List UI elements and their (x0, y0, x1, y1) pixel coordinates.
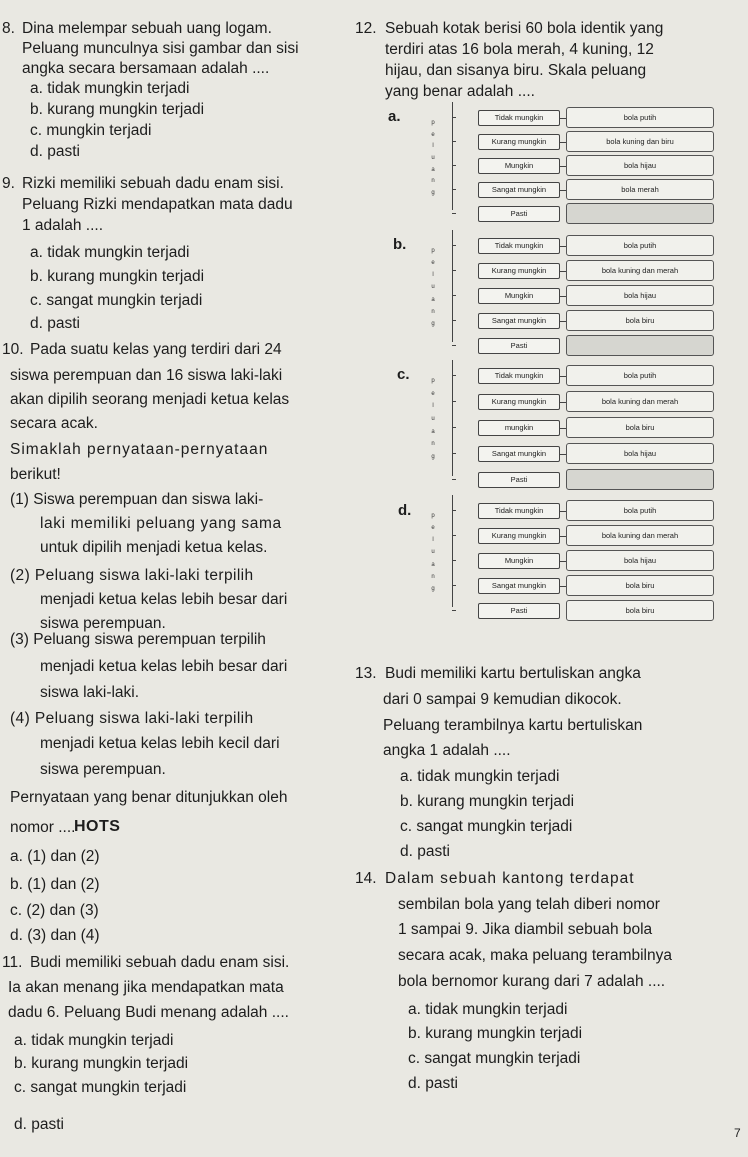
q14-option-c: c. sangat mungkin terjadi (408, 1050, 581, 1067)
q13-number: 13. (355, 665, 377, 682)
scale-tick (452, 245, 456, 246)
ball-category-box: bola hijau (566, 285, 714, 306)
scale-tick (452, 610, 456, 611)
q11-number: 11. (2, 954, 23, 971)
scale-tick (452, 270, 456, 271)
q12-number: 12. (355, 20, 377, 37)
scale-tick (452, 401, 456, 402)
scale-axis-line (452, 360, 453, 476)
scale-axis-letter: u (431, 154, 435, 161)
scale-tick (452, 295, 456, 296)
q9-line: Rizki memiliki sebuah dadu enam sisi. (22, 175, 284, 192)
scale-tick (452, 535, 456, 536)
scale-axis-letter: n (431, 441, 435, 448)
scale-tick (452, 117, 456, 118)
q9-option-b: b. kurang mungkin terjadi (30, 268, 205, 285)
scale-axis-letter: p (431, 248, 435, 254)
q14-line: Dalam sebuah kantong terdapat (385, 870, 635, 887)
q8-option-a: a. tidak mungkin terjadi (30, 80, 190, 97)
scale-label: Pasti (478, 206, 560, 222)
ball-category-box: bola hijau (566, 443, 714, 464)
q11-line: dadu 6. Peluang Budi menang adalah .... (8, 1004, 289, 1021)
ball-category-box: bola kuning dan merah (566, 525, 714, 546)
q12-line: hijau, dan sisanya biru. Skala peluang (385, 62, 647, 79)
q13-line: dari 0 sampai 9 kemudian dikocok. (383, 691, 622, 708)
q8-option-c: c. mungkin terjadi (30, 122, 152, 139)
scale-axis-letter: p (431, 378, 435, 384)
q10-statement-3: siswa laki-laki. (40, 684, 140, 701)
scale-label: Tidak mungkin (478, 368, 560, 384)
scale-label: Sangat mungkin (478, 182, 560, 198)
scale-label: Sangat mungkin (478, 446, 560, 462)
scale-axis-letter: n (431, 178, 435, 185)
ball-category-box: bola kuning dan biru (566, 131, 714, 152)
scale-label: Kurang mungkin (478, 134, 560, 150)
q11-option-c: c. sangat mungkin terjadi (14, 1079, 187, 1096)
scale-axis-letter: p (431, 120, 435, 126)
q10-statement-1: untuk dipilih menjadi ketua kelas. (40, 539, 268, 556)
scale-label: Mungkin (478, 553, 560, 569)
q10-line: Simaklah pernyataan-pernyataan (10, 441, 269, 458)
scale-axis-letter: n (431, 573, 435, 580)
scale-axis-letter: e (431, 131, 435, 138)
q8-number: 8. (2, 20, 15, 37)
scale-axis-letter: g (431, 320, 435, 327)
q12-line: yang benar adalah .... (385, 83, 535, 100)
scale-axis-letter: a (431, 296, 435, 303)
scale-axis-line (452, 230, 453, 342)
q10-closing: nomor .... (10, 819, 76, 836)
ball-category-box: bola biru (566, 417, 714, 438)
q10-line: secara acak. (10, 415, 98, 432)
q12-line: Sebuah kotak berisi 60 bola identik yang (385, 20, 664, 37)
q10-number: 10. (2, 341, 24, 358)
q10-statement-3: menjadi ketua kelas lebih besar dari (40, 658, 288, 675)
q10-option-c: c. (2) dan (3) (10, 902, 99, 919)
q13-option-c: c. sangat mungkin terjadi (400, 818, 573, 835)
ball-category-box: bola putih (566, 107, 714, 128)
q10-statement-1: (1) Siswa perempuan dan siswa laki- (10, 491, 264, 508)
scale-axis-letter: l (432, 403, 434, 410)
q14-option-d: d. pasti (408, 1075, 458, 1092)
ball-category-box (566, 335, 714, 356)
ball-category-box: bola hijau (566, 155, 714, 176)
q11-option-b: b. kurang mungkin terjadi (14, 1055, 189, 1072)
ball-category-box: bola hijau (566, 550, 714, 571)
q10-statement-4: (4) Peluang siswa laki-laki terpilih (10, 710, 254, 727)
q12-option-letter: a. (388, 108, 401, 125)
q13-option-a: a. tidak mungkin terjadi (400, 768, 560, 785)
q11-line: Ia akan menang jika mendapatkan mata (8, 979, 284, 996)
scale-label: Mungkin (478, 288, 560, 304)
scale-label: Pasti (478, 338, 560, 354)
scale-tick (452, 320, 456, 321)
q10-closing: Pernyataan yang benar ditunjukkan oleh (10, 789, 288, 806)
q12-option-letter: c. (397, 366, 410, 383)
scale-label: Tidak mungkin (478, 238, 560, 254)
scale-tick (452, 510, 456, 511)
q10-statement-2: siswa perempuan. (40, 615, 166, 632)
q8-line: Peluang munculnya sisi gambar dan sisi (22, 40, 299, 57)
q10-line: siswa perempuan dan 16 siswa laki-laki (10, 367, 283, 384)
scale-tick (452, 141, 456, 142)
scale-label: mungkin (478, 420, 560, 436)
scale-label: Tidak mungkin (478, 503, 560, 519)
scale-axis-letter: a (431, 561, 435, 568)
q11-option-a: a. tidak mungkin terjadi (14, 1032, 174, 1049)
q10-statement-2: menjadi ketua kelas lebih besar dari (40, 591, 288, 608)
scale-axis-letter: u (431, 284, 435, 291)
ball-category-box: bola putih (566, 365, 714, 386)
scale-label: Pasti (478, 603, 560, 619)
q12-option-letter: d. (398, 502, 412, 519)
q9-option-d: d. pasti (30, 315, 80, 332)
scale-axis-letter: g (431, 453, 435, 460)
scale-label: Sangat mungkin (478, 313, 560, 329)
q8-line: angka secara bersamaan adalah .... (22, 60, 270, 77)
scale-axis-letter: p (431, 513, 435, 519)
q10-statement-4: menjadi ketua kelas lebih kecil dari (40, 735, 280, 752)
scale-tick (452, 213, 456, 214)
q14-option-a: a. tidak mungkin terjadi (408, 1001, 568, 1018)
scale-axis-letter: n (431, 308, 435, 315)
scale-tick (452, 585, 456, 586)
q8-line: Dina melempar sebuah uang logam. (22, 20, 272, 37)
scale-tick (452, 189, 456, 190)
q13-option-d: d. pasti (400, 843, 450, 860)
scale-axis-line (452, 495, 453, 607)
ball-category-box: bola biru (566, 600, 714, 621)
q10-option-d: d. (3) dan (4) (10, 927, 100, 944)
ball-category-box: bola putih (566, 235, 714, 256)
q10-line: berikut! (10, 466, 61, 483)
scale-tick (452, 427, 456, 428)
q9-option-a: a. tidak mungkin terjadi (30, 244, 190, 261)
scale-label: Kurang mungkin (478, 528, 560, 544)
q10-option-b: b. (1) dan (2) (10, 876, 100, 893)
q12-option-letter: b. (393, 236, 407, 253)
scale-label: Kurang mungkin (478, 394, 560, 410)
scale-label: Sangat mungkin (478, 578, 560, 594)
q10-statement-4: siswa perempuan. (40, 761, 166, 778)
hots-badge: HOTS (74, 818, 121, 835)
q9-number: 9. (2, 175, 15, 192)
page-corner-number: 7 (734, 1126, 741, 1140)
q9-option-c: c. sangat mungkin terjadi (30, 292, 203, 309)
scale-axis-letter: a (431, 166, 435, 173)
q9-line: Peluang Rizki mendapatkan mata dadu (22, 196, 293, 213)
scale-axis-letter: e (431, 390, 435, 397)
scale-label: Kurang mungkin (478, 263, 560, 279)
scale-tick (452, 560, 456, 561)
scale-label: Pasti (478, 472, 560, 488)
q10-option-a: a. (1) dan (2) (10, 848, 100, 865)
ball-category-box: bola merah (566, 179, 714, 200)
q13-line: angka 1 adalah .... (383, 742, 511, 759)
ball-category-box: bola biru (566, 575, 714, 596)
q8-option-d: d. pasti (30, 143, 80, 160)
scale-axis-letter: u (431, 415, 435, 422)
scale-axis-letter: u (431, 549, 435, 556)
q10-statement-1: laki memiliki peluang yang sama (40, 515, 282, 532)
q14-line: 1 sampai 9. Jika diambil sebuah bola (398, 921, 653, 938)
scale-axis-letter: g (431, 189, 435, 196)
q11-line: Budi memiliki sebuah dadu enam sisi. (30, 954, 290, 971)
scale-axis-letter: l (432, 537, 434, 544)
scale-label: Tidak mungkin (478, 110, 560, 126)
scale-tick (452, 375, 456, 376)
q14-line: sembilan bola yang telah diberi nomor (398, 896, 660, 913)
q10-statement-3: (3) Peluang siswa perempuan terpilih (10, 631, 266, 648)
scale-tick (452, 479, 456, 480)
q14-line: secara acak, maka peluang terambilnya (398, 947, 672, 964)
ball-category-box (566, 469, 714, 490)
scale-axis-line (452, 102, 453, 210)
q14-number: 14. (355, 870, 377, 887)
q14-option-b: b. kurang mungkin terjadi (408, 1025, 583, 1042)
q11-option-d: d. pasti (14, 1116, 64, 1133)
scale-tick (452, 453, 456, 454)
ball-category-box (566, 203, 714, 224)
q13-line: Budi memiliki kartu bertuliskan angka (385, 665, 641, 682)
q13-option-b: b. kurang mungkin terjadi (400, 793, 575, 810)
q10-line: akan dipilih seorang menjadi ketua kelas (10, 391, 290, 408)
q9-line: 1 adalah .... (22, 217, 104, 234)
scale-axis-letter: a (431, 428, 435, 435)
scale-tick (452, 165, 456, 166)
ball-category-box: bola putih (566, 500, 714, 521)
ball-category-box: bola kuning dan merah (566, 391, 714, 412)
scale-label: Mungkin (478, 158, 560, 174)
q14-line: bola bernomor kurang dari 7 adalah .... (398, 973, 666, 990)
q10-statement-2: (2) Peluang siswa laki-laki terpilih (10, 567, 254, 584)
scale-axis-letter: e (431, 525, 435, 532)
q8-option-b: b. kurang mungkin terjadi (30, 101, 205, 118)
scale-axis-letter: l (432, 272, 434, 279)
q10-line: Pada suatu kelas yang terdiri dari 24 (30, 341, 282, 358)
scale-axis-letter: g (431, 585, 435, 592)
scale-tick (452, 345, 456, 346)
scale-axis-letter: e (431, 260, 435, 267)
q13-line: Peluang terambilnya kartu bertuliskan (383, 717, 643, 734)
ball-category-box: bola biru (566, 310, 714, 331)
q12-line: terdiri atas 16 bola merah, 4 kuning, 12 (385, 41, 654, 58)
ball-category-box: bola kuning dan merah (566, 260, 714, 281)
scale-axis-letter: l (432, 143, 434, 150)
